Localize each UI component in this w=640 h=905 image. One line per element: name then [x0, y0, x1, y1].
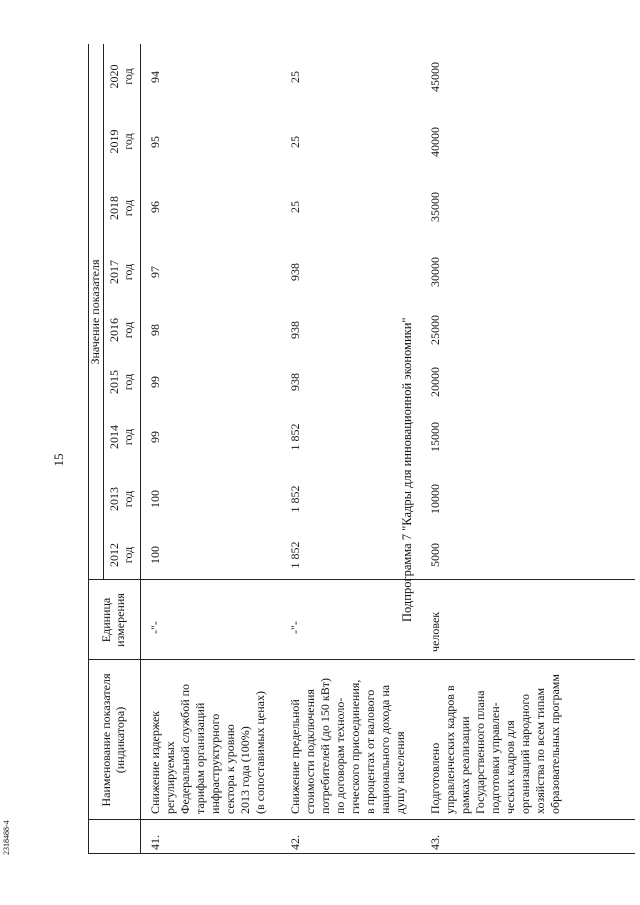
header-year-2013: 2013 год	[106, 487, 135, 511]
header-year-2014: 2014 год	[106, 425, 135, 449]
value-2012: 100	[148, 546, 162, 564]
value-2016: 98	[148, 324, 162, 336]
row-number: 43.	[428, 835, 442, 850]
header-year-2012: 2012 год	[106, 543, 135, 567]
header-year-2016: 2016 год	[106, 318, 135, 342]
value-2019: 25	[288, 136, 302, 148]
value-2020: 45000	[428, 62, 442, 92]
value-2020: 25	[288, 71, 302, 83]
header-name-column: Наименование показателя (индикатора)	[99, 673, 127, 807]
document-code: 2318488-4	[2, 820, 11, 855]
indicator-name: Подготовлено управленческих кадров в рамках реализации Государственного плана подготовки управлен- ческих кадров для организаций народного хозяйства по всем типам образовательных программ	[428, 674, 562, 814]
value-2012: 1 852	[288, 541, 302, 569]
value-2018: 96	[148, 201, 162, 213]
table-left-border	[88, 853, 635, 854]
indicator-unit: человек	[428, 611, 442, 652]
value-2016: 938	[288, 321, 302, 339]
header-year-2020: 2020 год	[106, 64, 135, 89]
header-year-2015: 2015 год	[106, 370, 135, 394]
value-2017: 938	[288, 263, 302, 281]
value-2014: 15000	[428, 422, 442, 452]
indicator-name: Снижение издержек регулируемых Федеральной службой по тарифам организаций инфраструктурного сектора к уровню 2013 года (100%) (в сопоставимых ценах)	[148, 683, 267, 814]
header-year-2019: 2019 год	[106, 129, 135, 154]
value-2016: 25000	[428, 315, 442, 345]
indicator-unit: -"-	[148, 621, 162, 634]
row-number: 42.	[288, 835, 302, 850]
value-2019: 40000	[428, 127, 442, 157]
value-2013: 100	[148, 490, 162, 508]
value-2014: 99	[148, 431, 162, 443]
value-2013: 1 852	[288, 485, 302, 513]
value-2015: 20000	[428, 367, 442, 397]
page-number: 15	[51, 453, 66, 467]
row-number: 41.	[148, 835, 162, 850]
indicators-table	[60, 42, 635, 862]
table-column-divider-unit	[88, 579, 635, 580]
value-2015: 938	[288, 373, 302, 391]
value-2017: 97	[148, 266, 162, 278]
value-2017: 30000	[428, 257, 442, 287]
value-2013: 10000	[428, 484, 442, 514]
value-2012: 5000	[428, 543, 442, 567]
value-2014: 1 852	[288, 423, 302, 451]
header-values-group: Значение показателя	[87, 259, 102, 365]
header-year-2017: 2017 год	[106, 260, 135, 284]
indicator-unit: -"-	[288, 621, 302, 634]
value-2018: 25	[288, 201, 302, 213]
value-2019: 95	[148, 136, 162, 148]
value-2015: 99	[148, 376, 162, 388]
value-2020: 94	[148, 71, 162, 83]
rotated-page	[60, 42, 635, 862]
header-bottom-border	[140, 44, 141, 854]
subprogram-heading: Подпрограмма 7 "Кадры для инновационной экономики"	[400, 317, 414, 622]
indicator-name: Снижение предельной стоимости подключения потребителей (до 150 кВт) по договорам техноло- гического присоединения, в процентах от валового национального дохода на душу населения	[288, 678, 407, 814]
table-column-divider-number	[88, 819, 635, 820]
header-unit-column: Единица измерения	[99, 593, 127, 647]
header-year-2018: 2018 год	[106, 196, 135, 220]
value-2018: 35000	[428, 192, 442, 222]
